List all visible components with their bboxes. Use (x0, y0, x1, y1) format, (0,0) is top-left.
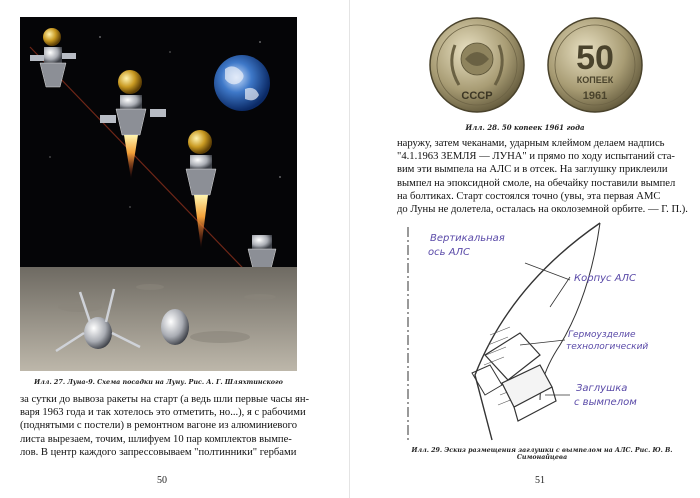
probe-3 (186, 130, 216, 249)
label-body: Корпус АЛС (574, 273, 637, 284)
label-vertical-axis-1: Вертикальная (430, 233, 505, 244)
text-line: за сутки до вывоза ракеты на старт (а ведь шли первые часы ян- (20, 394, 310, 405)
right-page-text (397, 137, 687, 216)
text-line: вымпел на эпоксидной смоле, на обечайку поставили вымпел (397, 177, 676, 189)
coin-value: 50 (576, 39, 614, 77)
label-vertical-axis-2: ось АЛС (428, 247, 471, 258)
coin-50-kopeks-icon (425, 15, 650, 115)
text-line: варя 1963 года и так хотелось это отметить, но...), я с рабочими (20, 407, 306, 419)
text-line: (поднятыми с постели) в ремонтном вагоне из алюминиевого (20, 420, 298, 432)
page-number-right: 51 (535, 475, 545, 486)
luna9-landing-scheme-icon (20, 17, 297, 371)
moon-surface (20, 267, 297, 371)
caption-illustration-28: Илл. 28. 50 копеек 1961 года (465, 123, 585, 132)
label-plug-2: с вымпелом (574, 397, 637, 408)
text-line: наружу, затем чеканами, ударным клеймом делаем надпись (397, 138, 665, 149)
text-line: вим эти вымпела на АЛС и в отсек. На заглушку приклеили (397, 164, 668, 176)
coin-word: КОПЕЕК (576, 75, 614, 85)
coin-obverse-text: СССР (461, 90, 493, 102)
coin-year: 1961 (582, 90, 608, 102)
earth (214, 55, 270, 111)
page-number-left: 50 (157, 475, 167, 486)
left-page-text (20, 393, 310, 459)
als-plug-sketch-icon (390, 215, 690, 445)
probe-2 (100, 70, 166, 179)
text-line: листа вырезаем, точим, шлифуем 10 пар комплектов вымпе- (20, 433, 292, 445)
coin-photo (425, 15, 650, 115)
coin-obverse (430, 18, 524, 112)
text-line: "4.1.1963 ЗЕМЛЯ — ЛУНА" и прямо по ходу испытаний ста- (397, 151, 675, 163)
label-seal-1: Гермоузделие (568, 330, 636, 340)
label-plug-1: Заглушка (576, 383, 628, 394)
plug-placement-sketch (390, 215, 690, 445)
text-line: лов. В центр каждого запрессовываем "полтинники" гербами (20, 446, 297, 458)
luna9-illustration (20, 17, 297, 371)
coin-reverse (548, 18, 642, 112)
text-line: на болтиках. Старт состоялся точно (увы, эта первая АМС (397, 190, 661, 202)
caption-illustration-27: Илл. 27. Луна-9. Схема посадки на Луну. Рис. А. Г. Шляхтинского (34, 378, 283, 386)
text-line: до Луны не долетела, осталась на околоземной орбите. — Г. П.). (397, 204, 688, 216)
label-seal-2: технологический (566, 342, 649, 352)
probe-1 (30, 28, 76, 87)
caption-illustration-29: Илл. 29. Эскиз размещения заглушки с вымпелом на АЛС. Рис. Ю. В. Симонайцева (411, 447, 673, 461)
